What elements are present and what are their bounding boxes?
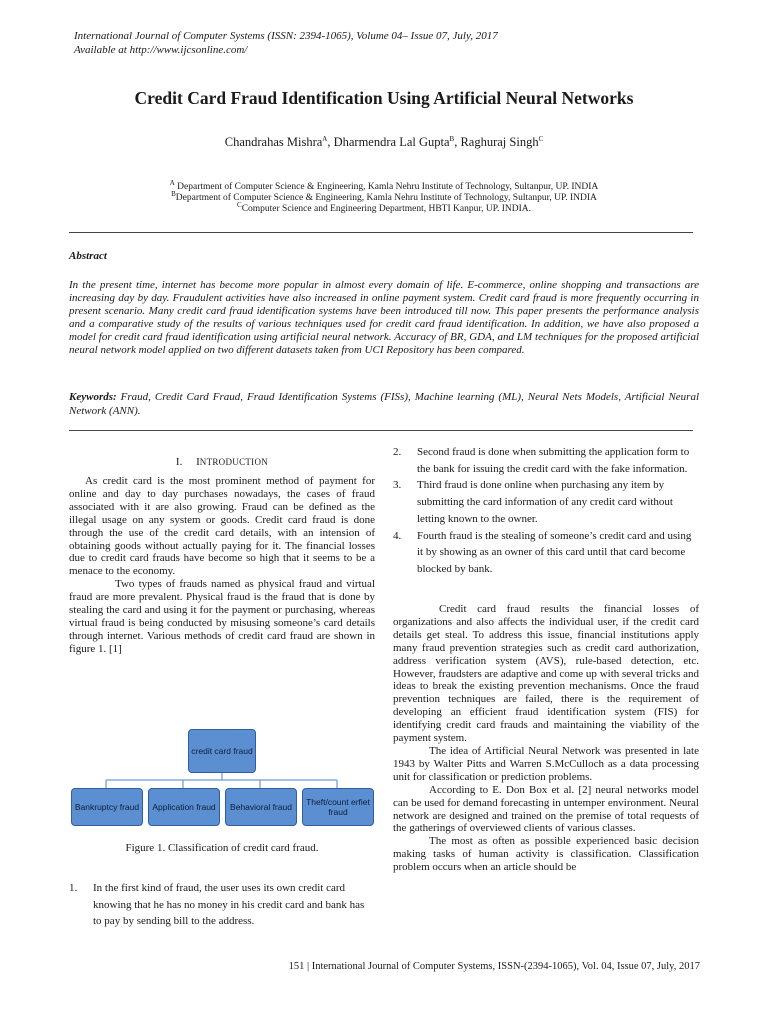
paragraph: Two types of frauds named as physical fraud and virtual fraud are more prevalent. Physical fraud is the fraud that is done by stealing the card and using it for the payment or purchasing, whereas virtual fraud is being conducted by misusing someone’s card details through internet. Various methods of credit card fraud are shown in figure 1. [1]: [69, 578, 375, 655]
figure-child-node: Theft/count erfiet fraud: [302, 788, 374, 826]
affiliation: $^A$ Department of Computer Science & Engineering, Kamla Nehru Institute of Technology, Sultanpur, UP. INDIA: [169, 179, 599, 193]
fraud-type-list: [69, 880, 375, 930]
affiliation: $^B$Department of Computer Science & Engineering, Kamla Nehru Institute of Technology, Sultanpur, UP. INDIA: [171, 190, 597, 204]
keywords: Keywords: Fraud, Credit Card Fraud, Fraud Identification Systems (FISs), Machine learning (ML), Neural Nets Models, Artificial Neural Network (ANN).: [69, 391, 699, 417]
divider: [69, 430, 693, 431]
list-item: 2. Second fraud is done when submitting the application form to the bank for issuing the credit card with the fake information.: [393, 446, 690, 475]
list-item: 3. Third fraud is done online when purchasing any item by submitting the card information of any credit card without letting known to the owner.: [393, 479, 673, 525]
abstract-heading: Abstract: [69, 250, 107, 262]
figure-child-node: Application fraud: [148, 788, 220, 826]
affiliation: $^C$Computer Science and Engineering Department, HBTI Kanpur, UP. INDIA.: [237, 201, 531, 215]
abstract-text: In the present time, internet has become more popular in almost every domain of life. E-commerce, online shopping and transactions are increasing day by day. Fraudulent activities have also increased in online payment system. Credit card fraud is more frequently occurring in present scenario. Many credit card fraud identification systems have been introduced till now. This paper presents the performance analysis and a comparative study of the results of various techniques used for credit card fraud identification. In addition, we have also proposed a model for credit card fraud identification using artificial neural network. Accuracy of BR, GDA, and LM techniques for the proposed artificial neural network model applied on two different datasets taken from UCI Repository has been compared.: [69, 279, 699, 356]
author-list: Chandrahas Mishra$^A$, Dharmendra Lal Gupta$^B$, Raghuraj Singh$^C$: [224, 135, 544, 150]
keywords-label: Keywords:: [69, 391, 117, 403]
paper-title: Credit Card Fraud Identification Using Artificial Neural Networks: [134, 88, 634, 108]
paragraph: The most as often as possible experienced basic decision making tasks of human activity is classification. Classification problem occurs when an article should be: [393, 835, 699, 874]
author-name: Raghuraj Singh: [460, 135, 539, 150]
figure-root-node: credit card fraud: [188, 729, 256, 773]
fraud-type-list: [393, 444, 699, 578]
list-item: 1. In the first kind of fraud, the user uses its own credit card knowing that he has no money in his credit card and bank has to pay by sending bill to the address.: [69, 882, 365, 928]
figure-child-node: Bankruptcy fraud: [71, 788, 143, 826]
paragraph: The idea of Artificial Neural Network was presented in late 1943 by Walter Pitts and Warren S.McCulloch as a data processing unit for classification or prediction problems.: [393, 744, 699, 783]
paragraph: According to E. Don Box et al. [2] neural networks model can be used for demand forecasting in untemper environment. Neural network are designed and trained on the premise of total requests of the gatherings of overviewed clients of various classes.: [393, 783, 699, 835]
journal-header: International Journal of Computer Systems (ISSN: 2394-1065), Volume 04– Issue 07, July, 2017: [74, 30, 498, 42]
figure-caption: Figure 1. Classification of credit card fraud.: [125, 842, 319, 854]
body-paragraphs: [393, 603, 699, 874]
intro-paragraphs: [69, 475, 375, 656]
author-name: Dharmendra Lal Gupta: [333, 135, 450, 150]
list-item: 4. Fourth fraud is the stealing of someone’s credit card and using it by showing as an owner of this card until that card become blocked by bank.: [393, 529, 692, 575]
journal-url: Available at http://www.ijcsonline.com/: [74, 44, 248, 56]
author-name: Chandrahas Mishra: [224, 135, 323, 150]
paragraph: As credit card is the most prominent method of payment for online and day to day purchases nowadays, the cases of fraud associated with it are also growing. Fraud can be defined as the illegal usage on any system or goods. Credit card fraud is done through the use of the credit card details, with an intension of obtaining goods without actually paying for it. The financial losses due to credit card frauds have become so high that it seems to be a menace to the economy.: [69, 475, 375, 578]
paragraph: Credit card fraud results the financial losses of organizations and also affects the individual user, if the credit card details get steal. To address this issue, financial institutions apply many fraud prevention strategies such as credit card authorization, address verification system (AVS), rule-based detection, etc. However, fraudsters are adaptive and come up with several tricks and ideas to break the existing prevention mechanisms. Once the fraud prevention techniques are failed, there is the requirement of developing an efficient fraud identification system (FIS) for identifying credit card frauds and maintaining the viability of the payment system.: [393, 603, 699, 745]
divider: [69, 232, 693, 233]
page-footer: 151 | International Journal of Computer Systems, ISSN-(2394-1065), Vol. 04, Issue 07, July, 2017: [288, 961, 700, 972]
section-heading: I. INTRODUCTION: [175, 456, 269, 468]
figure-child-node: Behavioral fraud: [225, 788, 297, 826]
